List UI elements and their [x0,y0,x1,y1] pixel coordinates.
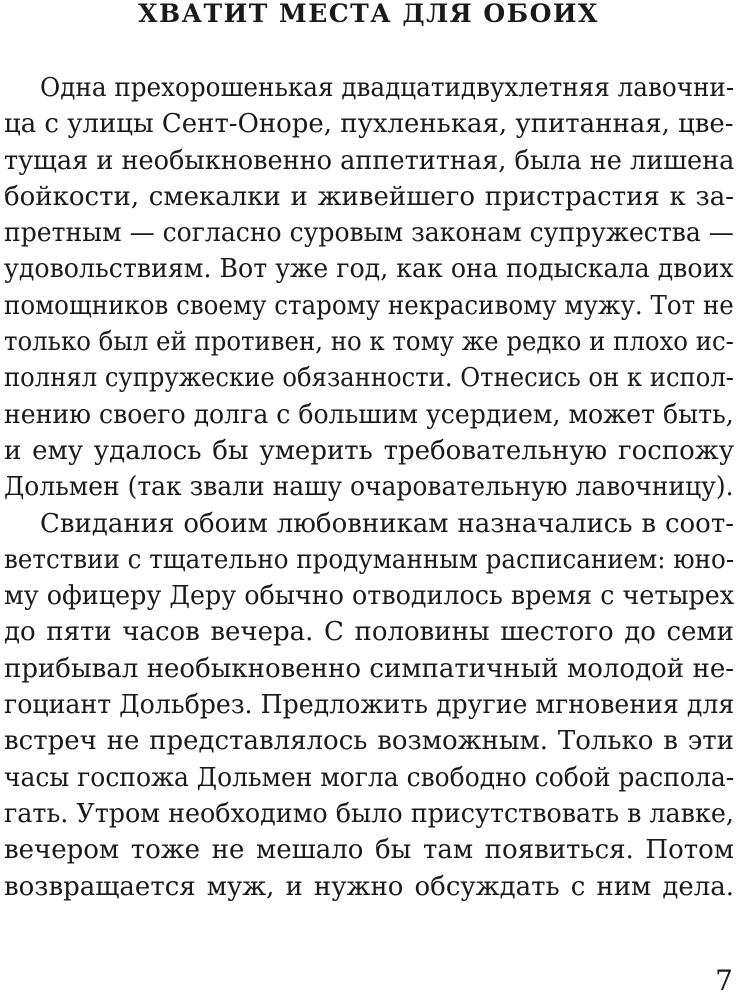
chapter-title: ХВАТИТ МЕСТА ДЛЯ ОБОИХ [138,0,599,28]
paragraph-2 [4,506,734,905]
page-number: 7 [715,964,733,997]
body-text [4,70,734,905]
text-line: гоциант Дольбрез. Предложить другие мгновения для [4,690,735,721]
text-line: бойкости, смекалки и живейшего пристрастия к за- [4,181,734,212]
text-line: часы госпожа Дольмен могла свободно собой распола- [4,762,735,793]
text-line: претным — согласно суровым законам супружества — [4,218,734,249]
text-line: удовольствиям. Вот уже год, как она подыскала двоих [4,254,734,285]
text-line: тущая и необыкновенно аппетитная, была не лишена [4,145,735,176]
text-line: до пяти часов вечера. С половины шестого до семи [4,617,734,648]
paragraph-1 [4,70,734,506]
text-line: только был ей противен, но к тому же редко и плохо ис- [4,327,734,358]
text-line: полнял супружеские обязанности. Отнесись он к испол- [4,363,734,394]
text-line: нению своего долга с большим усердием, может быть, [4,399,734,430]
text-line: Одна прехорошенькая двадцатидвухлетняя лавочни- [40,73,735,103]
text-line: и ему удалось бы умерить требовательную госпожу [4,435,734,466]
text-line: ца с улицы Сент-Оноре, пухленькая, упитанная, цве- [4,109,734,140]
text-line: гать. Утром необходимо было присутствовать в лавке, [4,798,734,829]
text-line: ветствии с тщательно продуманным расписанием: юно- [4,544,735,575]
text-line: помощников своему старому некрасивому мужу. Тот не [4,290,734,321]
text-line: прибывал необыкновенно симпатичный молодой не- [4,653,734,684]
text-line: Свидания обоим любовникам назначались в соот- [40,508,734,539]
text-line: возвращается муж, и нужно обсуждать с ним дела. [4,871,734,902]
text-line: му офицеру Деру обычно отводилось время с четырех [4,581,735,612]
text-line: встреч не представлялось возможным. Только в эти [4,726,734,757]
text-line: вечером тоже не мешало бы там появиться. Потом [4,835,734,866]
text-line: Дольмен (так звали нашу очаровательную лавочницу). [4,472,734,503]
